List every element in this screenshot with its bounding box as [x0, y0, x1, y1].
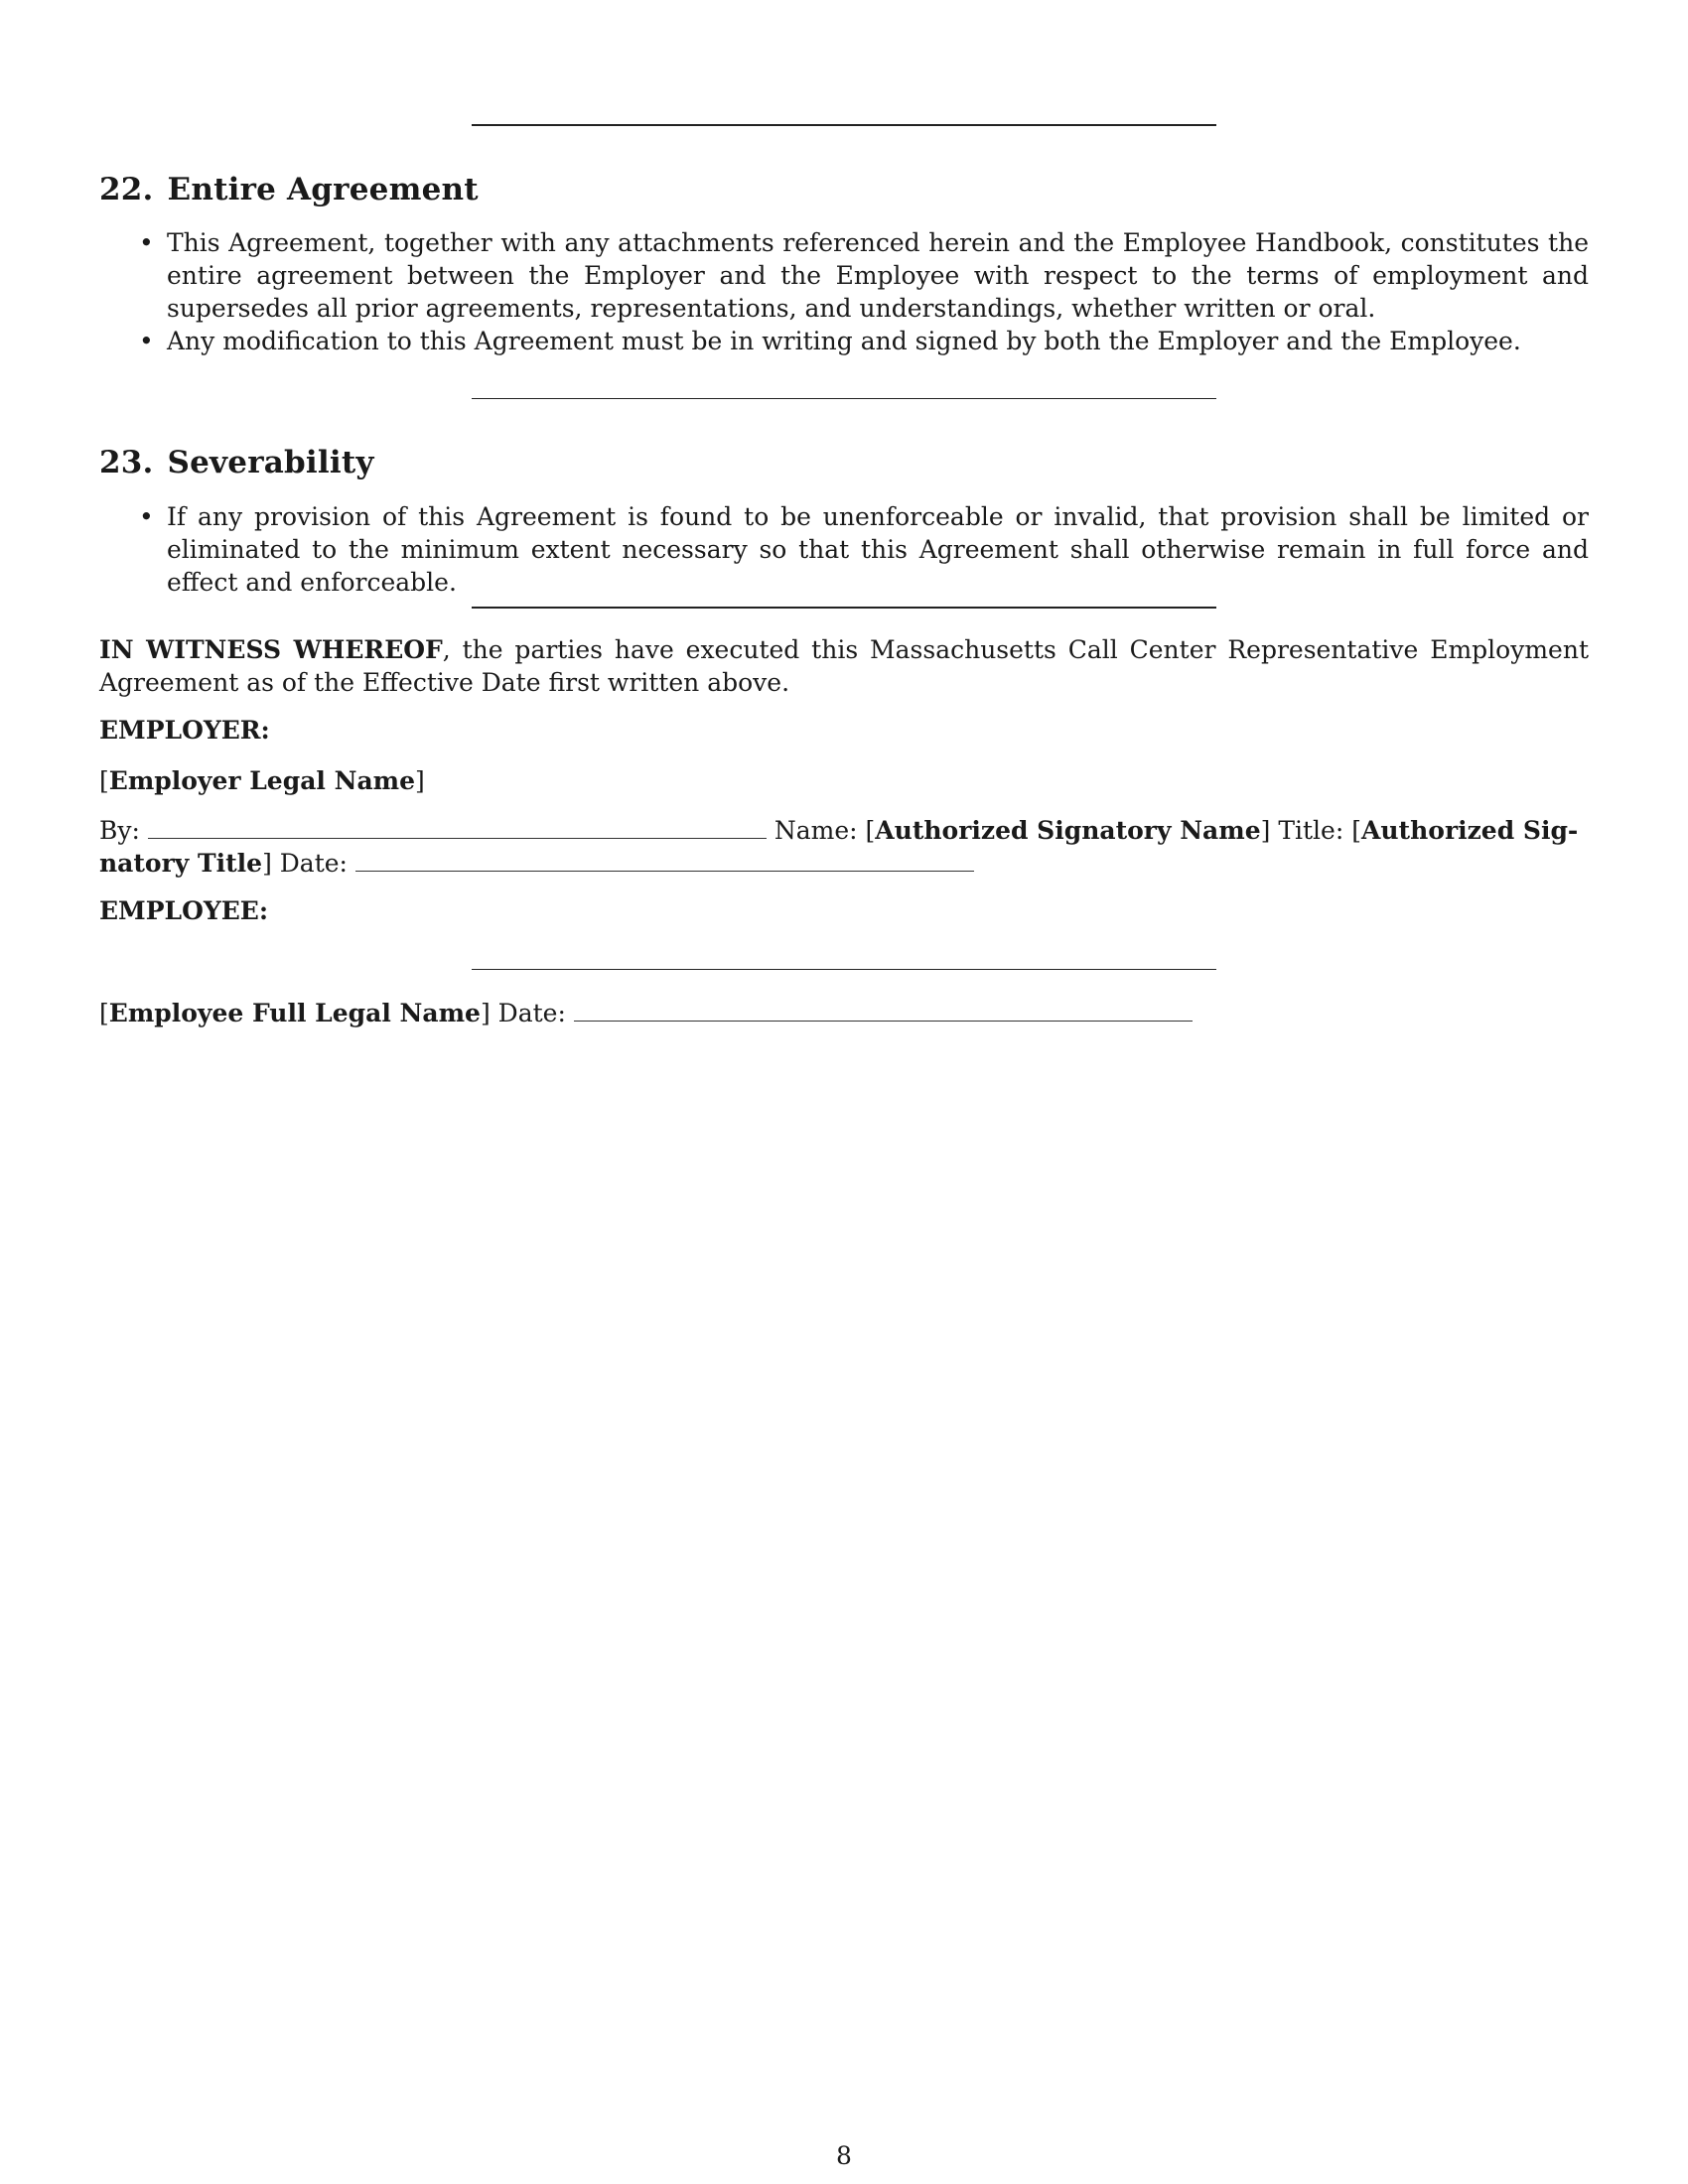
- section-22-number: 22.: [99, 172, 154, 207]
- witness-paragraph: [99, 633, 1589, 699]
- section-23-title: Severability: [167, 445, 374, 480]
- section-23-heading: [99, 445, 374, 480]
- list-item: • Any modification to this Agreement must be in writing and signed by both the Employer and the Employee.: [99, 325, 1589, 357]
- employer-signature-block: By: Name: [Authorized Signatory Name] Title: [Authorized Sig- natory Title] Date:: [99, 816, 1579, 878]
- page-number: 8: [836, 2141, 852, 2170]
- section-23-bullets: [99, 500, 1589, 599]
- by-label: By:: [99, 816, 140, 845]
- employee-signature-line[interactable]: [472, 969, 1216, 970]
- witness-text: , the parties have executed this Massachusetts Call Center Representative Employment Agreement as of the Effective Date first written above.: [99, 635, 1589, 697]
- employee-name-placeholder: Employee Full Legal Name: [108, 999, 481, 1027]
- employee-date-label: Date:: [497, 999, 566, 1027]
- employer-date-label: Date:: [279, 849, 348, 878]
- employee-name-date: [Employee Full Legal Name] Date:: [99, 997, 1589, 1029]
- list-item: • This Agreement, together with any attachments referenced herein and the Employee Handbook, constitutes the entire agreement between the Employer and the Employee with respect to the terms of employment and supersedes all prior agreements, representations, and understandings, whether written or oral.: [99, 226, 1589, 325]
- employer-signature-line[interactable]: [148, 818, 767, 839]
- signatory-title-placeholder-part1: Authorized Sig-: [1360, 816, 1579, 845]
- section-divider: [472, 124, 1216, 126]
- signatory-title-placeholder-part2: natory Title: [99, 849, 263, 878]
- section-22-title: Entire Agreement: [167, 172, 479, 207]
- signatory-name-placeholder: Authorized Signatory Name: [875, 816, 1261, 845]
- title-label: Title:: [1278, 816, 1344, 845]
- list-item: • If any provision of this Agreement is found to be unenforceable or invalid, that provision shall be limited or eliminated to the minimum extent necessary so that this Agreement shall otherwise remain in full force and effect and enforceable.: [99, 500, 1589, 599]
- employee-heading: EMPLOYEE:: [99, 896, 269, 925]
- section-divider: [472, 607, 1216, 609]
- section-22-bullets: [99, 226, 1589, 357]
- employer-legal-name: [Employer Legal Name]: [99, 766, 425, 795]
- section-22-heading: [99, 172, 479, 207]
- document-page: [99, 0, 1589, 2184]
- name-label: Name:: [774, 816, 858, 845]
- employer-legal-name-placeholder: Employer Legal Name: [108, 766, 416, 795]
- section-divider: [472, 398, 1216, 399]
- employer-date-line[interactable]: [355, 851, 974, 872]
- witness-lead: IN WITNESS WHEREOF: [99, 635, 443, 664]
- employer-heading: EMPLOYER:: [99, 716, 270, 745]
- employee-date-line[interactable]: [574, 1001, 1193, 1022]
- section-23-number: 23.: [99, 445, 154, 480]
